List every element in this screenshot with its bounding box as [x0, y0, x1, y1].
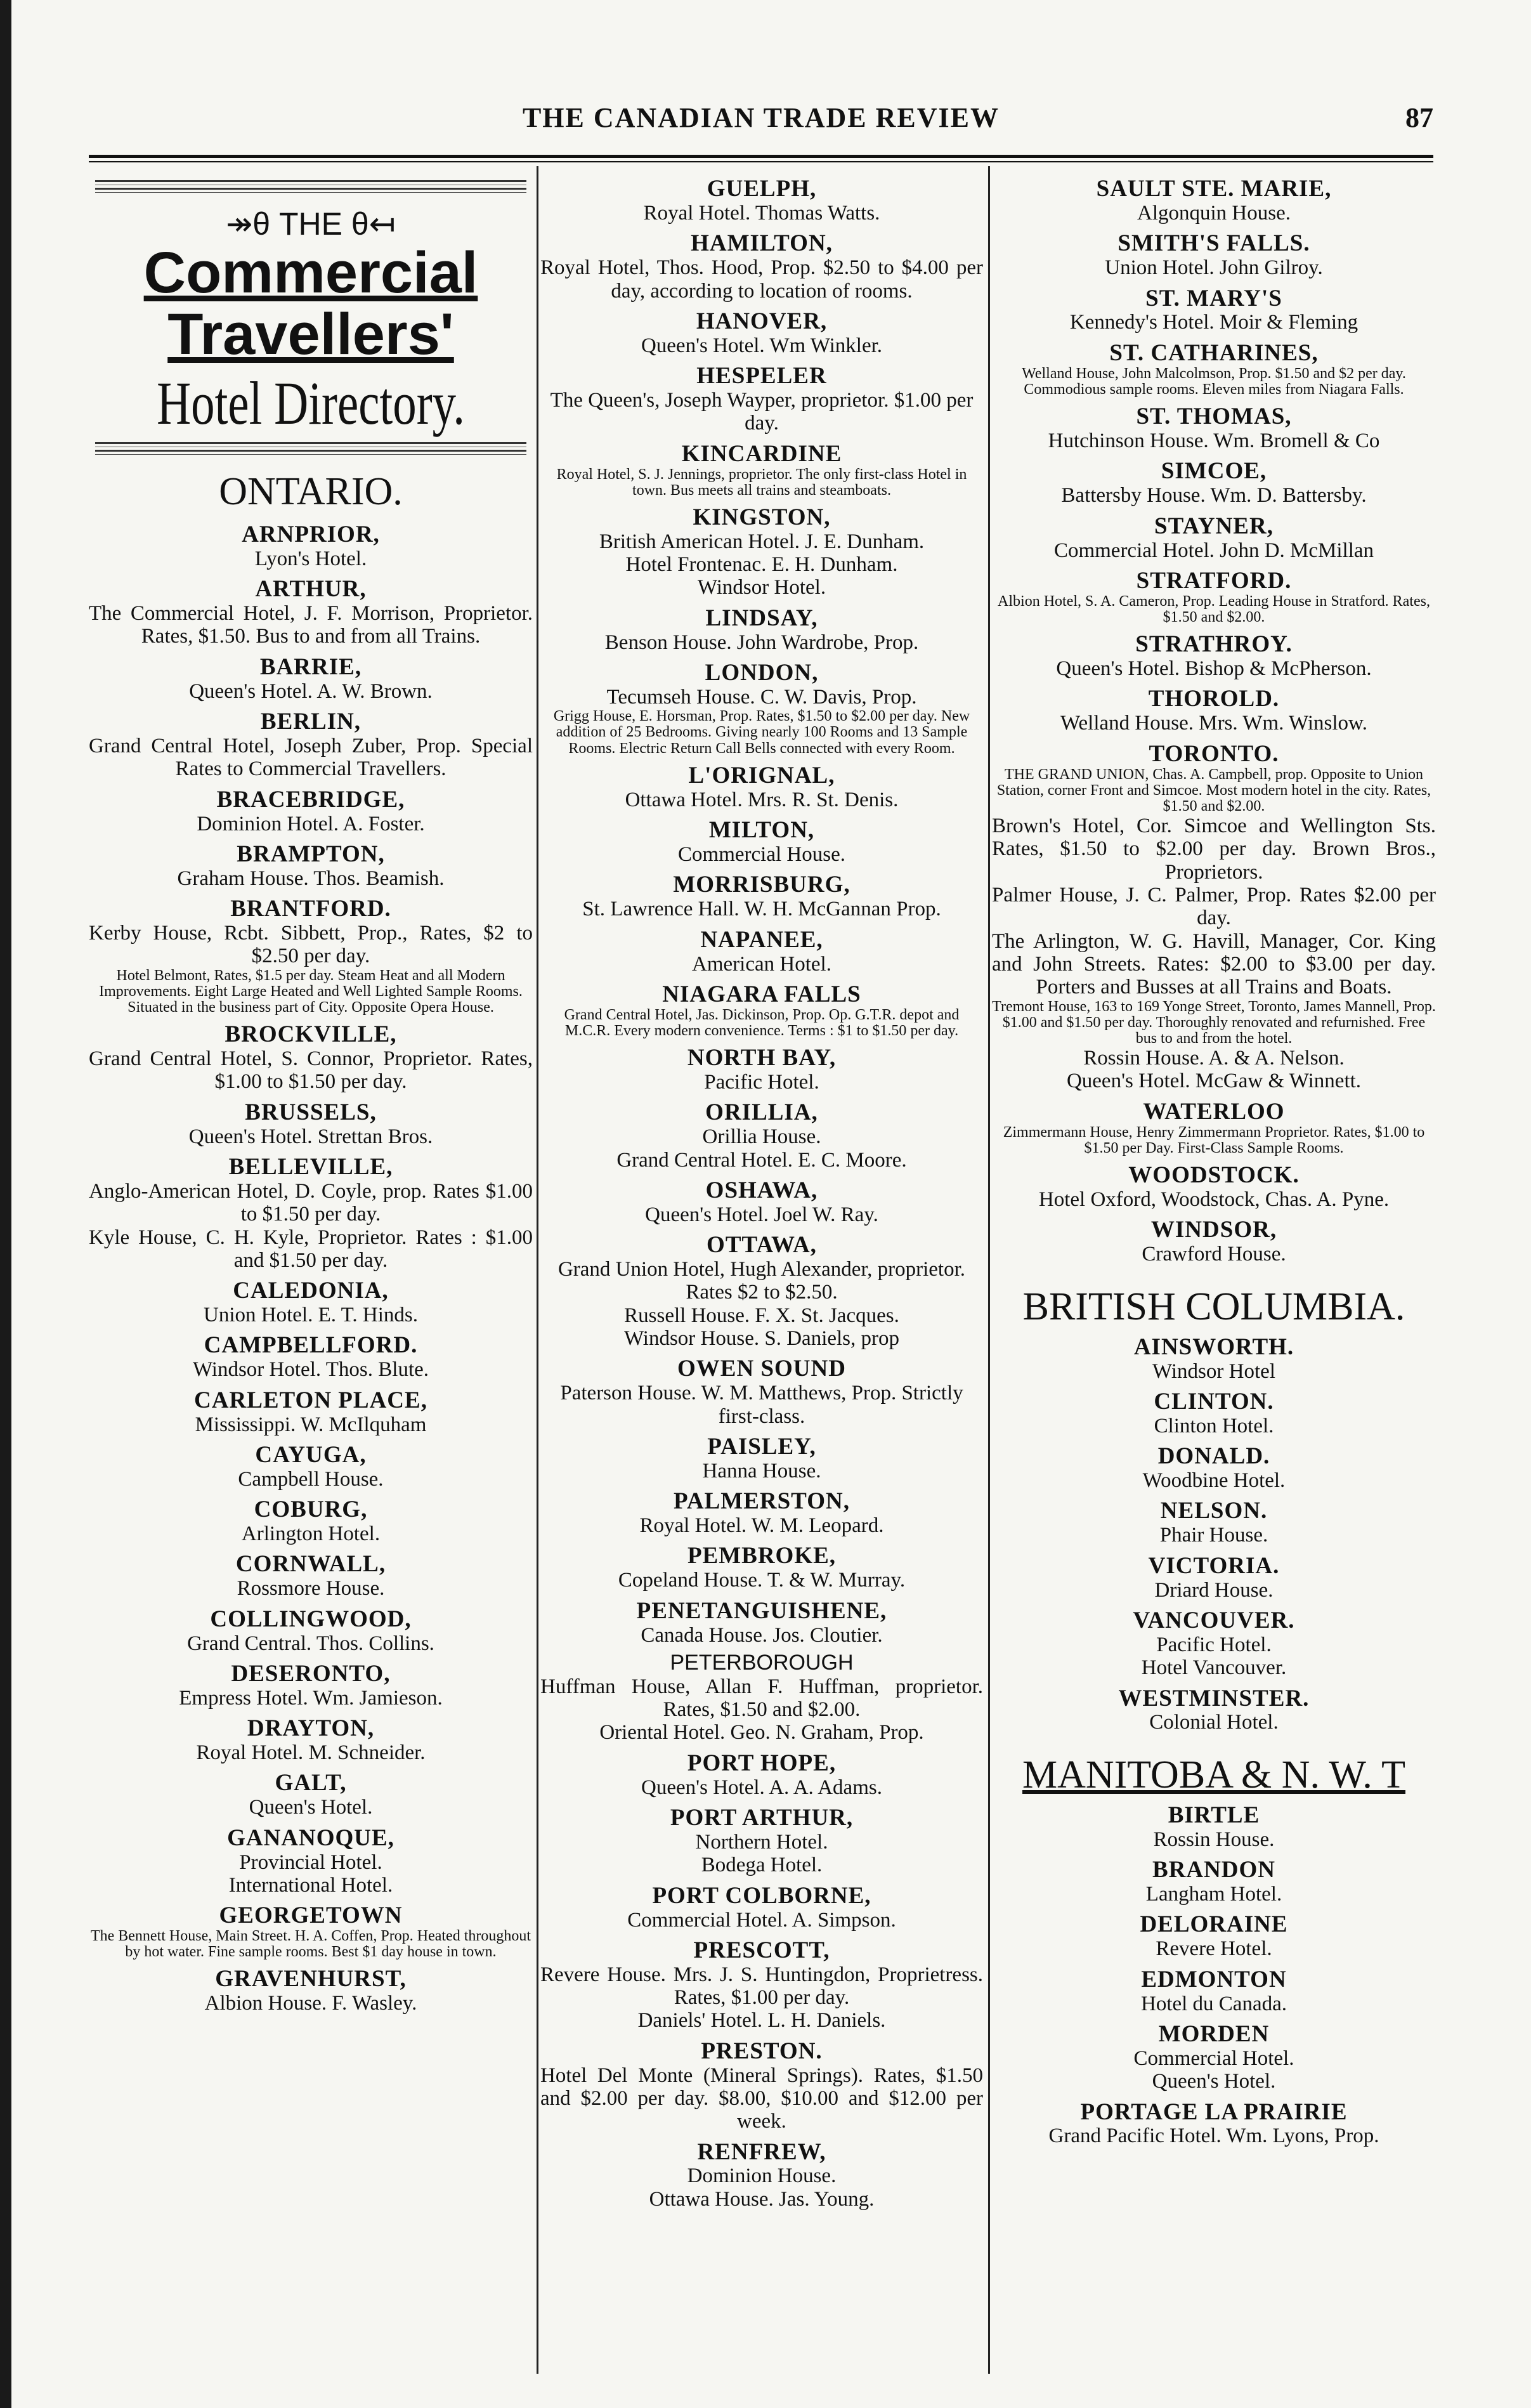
region-heading-manitoba: MANITOBA & N. W. T [1022, 1753, 1405, 1796]
directory-entry [89, 1497, 533, 1545]
hotel-listing: Queen's Hotel. [1152, 2070, 1276, 2093]
masthead-travellers: Travellers' [167, 301, 454, 367]
directory-entry [89, 1966, 533, 2015]
directory-entry [540, 505, 983, 599]
town-name: VANCOUVER. [1133, 1607, 1295, 1633]
town-name: PENETANGUISHENE, [636, 1597, 887, 1624]
hotel-advert: Tremont House, 163 to 169 Yonge Street, Toronto, James Mannell, Prop. $1.00 and $1.50 per day. Thoroughly renovated and refurnished. Free bus to and from the hotel. [992, 998, 1436, 1047]
directory-entry [540, 1489, 983, 1537]
hotel-listing: Clinton Hotel. [1154, 1414, 1274, 1437]
town-name: MORDEN [1158, 2020, 1270, 2047]
town-name: GEORGETOWN [219, 1902, 403, 1929]
hotel-listing: Ottawa Hotel. Mrs. R. St. Denis. [625, 788, 899, 811]
directory-entry [540, 982, 983, 1039]
directory-entry [540, 2039, 983, 2133]
column-divider-1 [537, 166, 538, 2374]
town-name: DRAYTON, [247, 1715, 375, 1742]
town-name: CORNWALL, [235, 1551, 386, 1578]
directory-entry [89, 1100, 533, 1148]
hotel-listing: Royal Hotel, Thos. Hood, Prop. $2.50 to $4.00 per day, according to location of rooms. [540, 256, 983, 303]
hotel-listing: Hotel du Canada. [1140, 1992, 1287, 2015]
directory-entry [992, 2100, 1436, 2148]
hotel-listing: Grand Pacific Hotel. Wm. Lyons, Prop. [1048, 2124, 1379, 2148]
directory-entry [89, 655, 533, 703]
directory-entry [89, 896, 533, 1016]
hotel-listing: Ottawa House. Jas. Young. [649, 2187, 875, 2211]
masthead-commercial: Commercial [143, 240, 478, 305]
town-name: BERLIN, [260, 709, 362, 735]
town-name: PORT HOPE, [687, 1750, 837, 1776]
directory-entry [992, 742, 1436, 1093]
hotel-listing: Rossin House. A. & A. Nelson. [1083, 1047, 1345, 1070]
town-name: BARRIE, [259, 653, 362, 680]
hotel-listing: Windsor Hotel. Thos. Blute. [192, 1358, 429, 1382]
hotel-listing: Queen's Hotel. McGaw & Winnett. [1066, 1070, 1362, 1093]
hotel-listing: Copeland House. T. & W. Murray. [618, 1569, 906, 1592]
page-number: 87 [1405, 102, 1433, 133]
hotel-listing: Revere Hotel. [1156, 1937, 1272, 1961]
hotel-listing: Rossin House. [1153, 1828, 1275, 1851]
directory-entry [89, 1443, 533, 1491]
town-name: SIMCOE, [1161, 458, 1267, 485]
directory-entry [540, 660, 983, 757]
hotel-listing: Commercial Hotel. [1133, 2046, 1294, 2070]
hotel-listing: Revere House. Mrs. J. S. Huntingdon, Proprietress. Rates, $1.00 per day. [540, 1963, 983, 2010]
hotel-listing: Palmer House, J. C. Palmer, Prop. Rates $2.00 per day. [992, 884, 1436, 930]
hotel-listing: American Hotel. [692, 952, 831, 976]
town-name: PRESCOTT, [693, 1937, 830, 1963]
town-name: STRATHROY. [1135, 631, 1293, 658]
column-3 [992, 170, 1436, 2371]
hotel-listing: Northern Hotel. [695, 1830, 828, 1854]
hotel-listing: Hotel Frontenac. E. H. Dunham. [625, 553, 898, 577]
directory-entry [89, 1661, 533, 1710]
town-name: BRANDON [1152, 1857, 1276, 1883]
hotel-listing: Arlington Hotel. [241, 1522, 381, 1546]
town-name: HANOVER, [696, 308, 828, 334]
hotel-listing: Colonial Hotel. [1149, 1711, 1279, 1734]
directory-entry [89, 522, 533, 570]
directory-entry [992, 341, 1436, 398]
hotel-listing: Mississippi. W. McIlquham [195, 1413, 427, 1436]
directory-entry [992, 686, 1436, 735]
town-name: GANANOQUE, [227, 1824, 394, 1851]
hotel-listing: Commercial House. [678, 843, 845, 867]
masthead-the: ↠θ THE θ↤ [226, 206, 396, 242]
town-name: RENFREW, [697, 2138, 826, 2165]
hotel-listing: Orillia House. [702, 1125, 821, 1149]
hotel-advert: Hotel Belmont, Rates, $1.5 per day. Steam Heat and all Modern Improvements. Eight Large Heated and Well Lighted Sample Rooms. Situated in the business part of City. Opposite Opera House. [99, 967, 523, 1016]
directory-entry [992, 1857, 1436, 1906]
town-name: WOODSTOCK. [1128, 1162, 1300, 1189]
directory-entry [992, 231, 1436, 279]
directory-entry [540, 1356, 983, 1428]
hotel-listing: St. Lawrence Hall. W. H. McGannan Prop. [582, 898, 941, 921]
hotel-listing: Graham House. Thos. Beamish. [177, 867, 445, 890]
hotel-listing: The Queen's, Joseph Wayper, proprietor. $1.00 per day. [550, 389, 974, 435]
town-name: TORONTO. [1149, 740, 1279, 767]
town-name: KINCARDINE [681, 440, 842, 467]
hotel-listing: Welland House. Mrs. Wm. Winslow. [1060, 712, 1367, 735]
hotel-listing: Windsor Hotel. [697, 576, 826, 599]
hotel-listing: Royal Hotel. W. M. Leopard. [639, 1514, 884, 1538]
town-name: KINGSTON, [693, 504, 831, 530]
directory-entry [89, 842, 533, 890]
town-name: SAULT STE. MARIE, [1096, 176, 1332, 202]
town-name: GRAVENHURST, [215, 1966, 407, 1992]
directory-entry [992, 459, 1436, 507]
town-name: CAYUGA, [255, 1441, 367, 1468]
town-name: PORT COLBORNE, [652, 1882, 871, 1909]
town-name: BELLEVILLE, [228, 1153, 393, 1180]
directory-entry [540, 309, 983, 357]
town-name: ARTHUR, [255, 576, 367, 603]
directory-entry [540, 2140, 983, 2188]
town-name: DELORAINE [1140, 1911, 1288, 1938]
town-name: VICTORIA. [1148, 1552, 1280, 1579]
directory-entry [89, 709, 533, 781]
hotel-advert: Royal Hotel, S. J. Jennings, proprietor. The only first-class Hotel in town. Bus meets all trains and steamboats. [556, 466, 967, 499]
town-name: STAYNER, [1154, 513, 1274, 539]
directory-entry [992, 632, 1436, 680]
directory-entry [540, 1178, 983, 1226]
directory-entry [992, 568, 1436, 625]
page-header [89, 101, 1433, 140]
hotel-listing: Dominion Hotel. A. Foster. [197, 812, 425, 835]
column-1 [89, 170, 533, 2371]
town-name: PORTAGE LA PRAIRIE [1080, 2098, 1348, 2125]
town-name: CARLETON PLACE, [194, 1387, 427, 1413]
directory-entry [540, 1599, 983, 1647]
directory-entry [89, 1903, 533, 1960]
directory-entry [992, 1099, 1436, 1156]
town-name: GALT, [275, 1770, 347, 1796]
town-name: PEMBROKE, [687, 1543, 837, 1569]
town-name: STRATFORD. [1136, 567, 1292, 594]
hotel-advert: The Bennett House, Main Street. H. A. Coffen, Prop. Heated throughout by hot water. Fine sample rooms. Best $1 day house in town. [90, 1928, 531, 1961]
directory-entry [540, 1149, 983, 1172]
town-name: PETERBOROUGH [670, 1650, 854, 1675]
hotel-listing: Queen's Hotel. Bishop & McPherson. [1056, 657, 1372, 681]
column-2 [540, 170, 983, 2371]
hotel-listing: Hotel Oxford, Woodstock, Chas. A. Pyne. [1038, 1188, 1390, 1211]
directory-entry [540, 2188, 983, 2211]
hotel-listing: Russell House. F. X. St. Jacques. [624, 1304, 899, 1327]
town-name: BRAMPTON, [237, 841, 385, 867]
town-name: BRANTFORD. [230, 896, 391, 922]
directory-entry [540, 872, 983, 920]
town-name: BRUSSELS, [245, 1099, 377, 1125]
hotel-listing: Grand Central Hotel, Joseph Zuber, Prop. Special Rates to Commercial Travellers. [89, 734, 533, 781]
header-rule [89, 155, 1433, 158]
hotel-listing: The Commercial Hotel, J. F. Morrison, Proprietor. Rates, $1.50. Bus to and from all Trains. [89, 602, 533, 648]
town-name: COBURG, [254, 1496, 368, 1523]
directory-entry [992, 1444, 1436, 1492]
directory-entry [540, 818, 983, 866]
hotel-listing: Rossmore House. [237, 1577, 385, 1600]
town-name: GUELPH, [707, 176, 817, 202]
hotel-listing: Commercial Hotel. John D. McMillan [1053, 539, 1374, 562]
british-columbia-entries [992, 1335, 1436, 1734]
directory-entry [540, 1543, 983, 1592]
hotel-listing: Phair House. [1159, 1524, 1268, 1547]
hotel-listing: Queen's Hotel. A. W. Brown. [189, 679, 433, 703]
town-name: ST. THOMAS, [1136, 403, 1292, 430]
header-rule-thin [89, 161, 1433, 162]
directory-entry [540, 1045, 983, 1094]
hotel-listing: Pacific Hotel. [704, 1071, 819, 1094]
directory-entry [540, 442, 983, 499]
hotel-listing: The Arlington, W. G. Havill, Manager, Cor. King and John Streets. Rates: $2.00 to $3.00 per day. Porters and Busses at all Trains and Boats. [992, 929, 1436, 999]
hotel-listing: Queen's Hotel. [249, 1796, 373, 1819]
directory-entry [992, 514, 1436, 562]
town-name: WESTMINSTER. [1118, 1685, 1310, 1711]
town-name: DESERONTO, [231, 1660, 391, 1687]
manitoba-entries [992, 1803, 1436, 2148]
town-name: OTTAWA, [707, 1232, 817, 1259]
hotel-listing: Tecumseh House. C. W. Davis, Prop. [606, 685, 917, 709]
directory-entry [992, 1803, 1436, 1851]
directory-entry [992, 1608, 1436, 1680]
town-name: LINDSAY, [705, 605, 818, 631]
hotel-listing: Empress Hotel. Wm. Jamieson. [179, 1686, 443, 1710]
town-name: WATERLOO [1143, 1098, 1285, 1125]
town-name: ORILLIA, [705, 1099, 818, 1126]
hotel-listing: Woodbine Hotel. [1142, 1469, 1286, 1493]
hotel-listing: Anglo-American Hotel, D. Coyle, prop. Rates $1.00 to $1.50 per day. [89, 1179, 533, 1226]
directory-entry [992, 286, 1436, 334]
directory-entry [540, 1883, 983, 1932]
directory-entry [540, 763, 983, 811]
town-name: OWEN SOUND [677, 1356, 846, 1382]
directory-entry [540, 363, 983, 435]
directory-entry [540, 231, 983, 303]
hotel-listing: Hotel Del Monte (Mineral Springs). Rates, $1.50 and $2.00 per day. $8.00, $10.00 and $12.00 per week. [540, 2064, 983, 2133]
town-name: ARNPRIOR, [242, 521, 380, 547]
hotel-listing: Huffman House, Allan F. Huffman, proprietor. Rates, $1.50 and $2.00. [540, 1675, 983, 1722]
hotel-listing: Grand Central. Thos. Collins. [187, 1632, 434, 1655]
town-name: ST. CATHARINES, [1109, 339, 1319, 366]
hotel-advert: THE GRAND UNION, Chas. A. Campbell, prop. Opposite to Union Station, corner Front and Simcoe. Most modern hotel in the city. Rates, $1.50 and $2.00. [996, 766, 1431, 815]
town-name: DONALD. [1157, 1443, 1270, 1470]
hotel-listing: Algonquin House. [1137, 201, 1291, 225]
journal-title: THE CANADIAN TRADE REVIEW [522, 102, 1000, 133]
directory-entry [540, 1434, 983, 1482]
directory-entry [992, 1217, 1436, 1266]
hotel-listing: Windsor Hotel [1152, 1359, 1275, 1383]
directory-entry [540, 1805, 983, 1877]
hotel-listing: Union Hotel. John Gilroy. [1105, 256, 1323, 280]
hotel-listing: British American Hotel. J. E. Dunham. [599, 530, 925, 553]
town-name: MILTON, [708, 817, 815, 844]
directory-entry [89, 1770, 533, 1819]
hotel-listing: Kennedy's Hotel. Moir & Fleming [1069, 311, 1358, 334]
hotel-advert: Zimmermann House, Henry Zimmermann Proprietor. Rates, $1.00 to $1.50 per Day. First-Class Sample Rooms. [1003, 1123, 1425, 1156]
town-name: PAISLEY, [707, 1433, 816, 1460]
hotel-listing: Royal Hotel. Thomas Watts. [643, 201, 880, 225]
hotel-listing: Campbell House. [238, 1467, 384, 1491]
directory-entry [992, 404, 1436, 452]
page-edge-shadow [0, 0, 11, 2408]
directory-entry [992, 1967, 1436, 2015]
hotel-listing: Windsor House. S. Daniels, prop [623, 1327, 900, 1351]
directory-entry [992, 1163, 1436, 1211]
town-name: NORTH BAY, [687, 1045, 837, 1071]
hotel-listing: International Hotel. [228, 1873, 393, 1897]
hotel-listing: Crawford House. [1142, 1243, 1286, 1266]
hotel-listing: Brown's Hotel, Cor. Simcoe and Wellington Sts. Rates, $1.50 to $2.00 per day. Brown Bros., Proprietors. [992, 815, 1436, 884]
column-divider-2 [988, 166, 990, 2374]
directory-entry [540, 1233, 983, 1350]
ontario-entries-col3 [992, 176, 1436, 1266]
directory-entry [992, 1335, 1436, 1383]
hotel-listing: Queen's Hotel. Wm Winkler. [641, 334, 883, 357]
directory-entry [992, 1912, 1436, 1960]
directory-entry [89, 1022, 533, 1094]
hotel-listing: Queen's Hotel. Joel W. Ray. [645, 1203, 878, 1226]
hotel-listing: Canada House. Jos. Cloutier. [641, 1623, 883, 1647]
town-name: OSHAWA, [705, 1177, 818, 1203]
region-heading-british-columbia: BRITISH COLUMBIA. [1022, 1285, 1405, 1328]
hotel-advert: Albion Hotel, S. A. Cameron, Prop. Leading House in Stratford. Rates, $1.50 and $2.00. [998, 592, 1430, 625]
hotel-listing: Lyon's Hotel. [254, 547, 367, 570]
hotel-listing: Pacific Hotel. [1156, 1633, 1272, 1656]
hotel-listing: Union Hotel. E. T. Hinds. [204, 1304, 418, 1327]
directory-entry [992, 2022, 1436, 2093]
town-name: CLINTON. [1154, 1388, 1274, 1415]
town-name: EDMONTON [1141, 1966, 1287, 1992]
hotel-listing: Dominion House. [687, 2164, 837, 2188]
hotel-listing: Kerby House, Rcbt. Sibbett, Prop., Rates, $2 to $2.50 per day. [89, 922, 533, 968]
town-name: NAPANEE, [700, 926, 823, 953]
directory-entry [992, 1686, 1436, 1734]
directory-entry [89, 1826, 533, 1897]
hotel-listing: Bodega Hotel. [701, 1854, 823, 1877]
directory-entry [89, 1155, 533, 1272]
directory-entry [89, 1607, 533, 1655]
town-name: PALMERSTON, [674, 1488, 850, 1515]
directory-entry [992, 1498, 1436, 1547]
directory-entry [89, 1388, 533, 1436]
hotel-advert: Grand Central Hotel, Jas. Dickinson, Prop. Op. G.T.R. depot and M.C.R. Every modern convenience. Terms : $1 to $1.50 per day. [564, 1006, 960, 1039]
directory-entry [89, 1716, 533, 1764]
directory-entry [992, 1554, 1436, 1602]
directory-entry [540, 1938, 983, 2032]
hotel-listing: Hanna House. [702, 1459, 821, 1482]
hotel-listing: Kyle House, C. H. Kyle, Proprietor. Rates : $1.00 and $1.50 per day. [89, 1226, 533, 1272]
region-heading-ontario: ONTARIO. [219, 469, 403, 513]
directory-entry [540, 1100, 983, 1148]
hotel-advert: Grigg House, E. Horsman, Prop. Rates, $1.50 to $2.00 per day. New addition of 25 Bedrooms. Giving nearly 100 Rooms and 13 Sample Rooms. Electric Return Call Bells connected with every Room. [553, 708, 970, 757]
hotel-listing: Daniels' Hotel. L. H. Daniels. [637, 2009, 886, 2032]
hotel-listing: Paterson House. W. M. Matthews, Prop. Strictly first-class. [560, 1382, 963, 1428]
hotel-listing: Driard House. [1154, 1578, 1274, 1602]
directory-entry [89, 577, 533, 648]
town-name: WINDSOR, [1150, 1217, 1277, 1243]
town-name: ST. MARY'S [1145, 285, 1282, 311]
masthead-hotel-directory: Hotel Directory. [157, 369, 465, 438]
directory-entry [89, 1278, 533, 1326]
directory-entry [540, 1751, 983, 1799]
hotel-listing: Grand Union Hotel, Hugh Alexander, proprietor. Rates $2 to $2.50. [557, 1258, 966, 1304]
town-name: CALEDONIA, [233, 1278, 389, 1304]
town-name: NIAGARA FALLS [662, 981, 861, 1007]
hotel-listing: Hutchinson House. Wm. Bromell & Co [1048, 429, 1380, 453]
town-name: LONDON, [705, 660, 819, 686]
directory-entry [89, 1552, 533, 1600]
town-name: PORT ARTHUR, [670, 1805, 854, 1831]
town-name: BRACEBRIDGE, [216, 786, 405, 813]
ontario-entries-col1 [89, 522, 533, 2015]
town-name: CAMPBELLFORD. [204, 1332, 418, 1359]
town-name: SMITH'S FALLS. [1117, 230, 1310, 257]
hotel-listing: Oriental Hotel. Geo. N. Graham, Prop. [599, 1721, 924, 1744]
hotel-listing: Queen's Hotel. Strettan Bros. [188, 1125, 433, 1148]
town-name: THOROLD. [1148, 686, 1280, 712]
town-name: BROCKVILLE, [225, 1021, 397, 1048]
town-name: AINSWORTH. [1133, 1333, 1294, 1360]
masthead [89, 180, 533, 455]
directory-entry [89, 1333, 533, 1381]
town-name: NELSON. [1160, 1498, 1268, 1524]
hotel-advert: Welland House, John Malcolmson, Prop. $1.50 and $2 per day. Commodious sample rooms. Eleven miles from Niagara Falls. [1022, 365, 1406, 398]
hotel-listing: Langham Hotel. [1145, 1883, 1282, 1906]
hotel-listing: Benson House. John Wardrobe, Prop. [604, 631, 919, 654]
ontario-entries-col2 [540, 176, 983, 2211]
town-name: HAMILTON, [691, 230, 833, 257]
directory-entry [540, 1651, 983, 1744]
hotel-listing: Provincial Hotel. [239, 1850, 382, 1874]
town-name: L'ORIGNAL, [688, 762, 835, 788]
directory-entry [89, 787, 533, 835]
directory-entry [540, 176, 983, 225]
hotel-listing: Grand Central Hotel. E. C. Moore. [616, 1148, 907, 1172]
hotel-listing: Queen's Hotel. A. A. Adams. [641, 1776, 882, 1799]
directory-entry [992, 1389, 1436, 1437]
hotel-listing: Commercial Hotel. A. Simpson. [627, 1908, 896, 1932]
hotel-listing: Albion House. F. Wasley. [204, 1992, 417, 2015]
town-name: HESPELER [696, 363, 827, 389]
town-name: MORRISBURG, [673, 872, 850, 898]
directory-entry [992, 176, 1436, 225]
town-name: PRESTON. [701, 2038, 823, 2064]
hotel-listing: Grand Central Hotel, S. Connor, Proprietor. Rates, $1.00 to $1.50 per day. [89, 1047, 533, 1094]
hotel-listing: Royal Hotel. M. Schneider. [196, 1741, 426, 1765]
hotel-listing: Hotel Vancouver. [1141, 1656, 1287, 1680]
directory-entry [540, 606, 983, 654]
town-name: COLLINGWOOD, [210, 1606, 412, 1632]
town-name: BIRTLE [1168, 1802, 1260, 1828]
hotel-listing: Battersby House. Wm. D. Battersby. [1061, 484, 1367, 507]
directory-entry [540, 927, 983, 976]
